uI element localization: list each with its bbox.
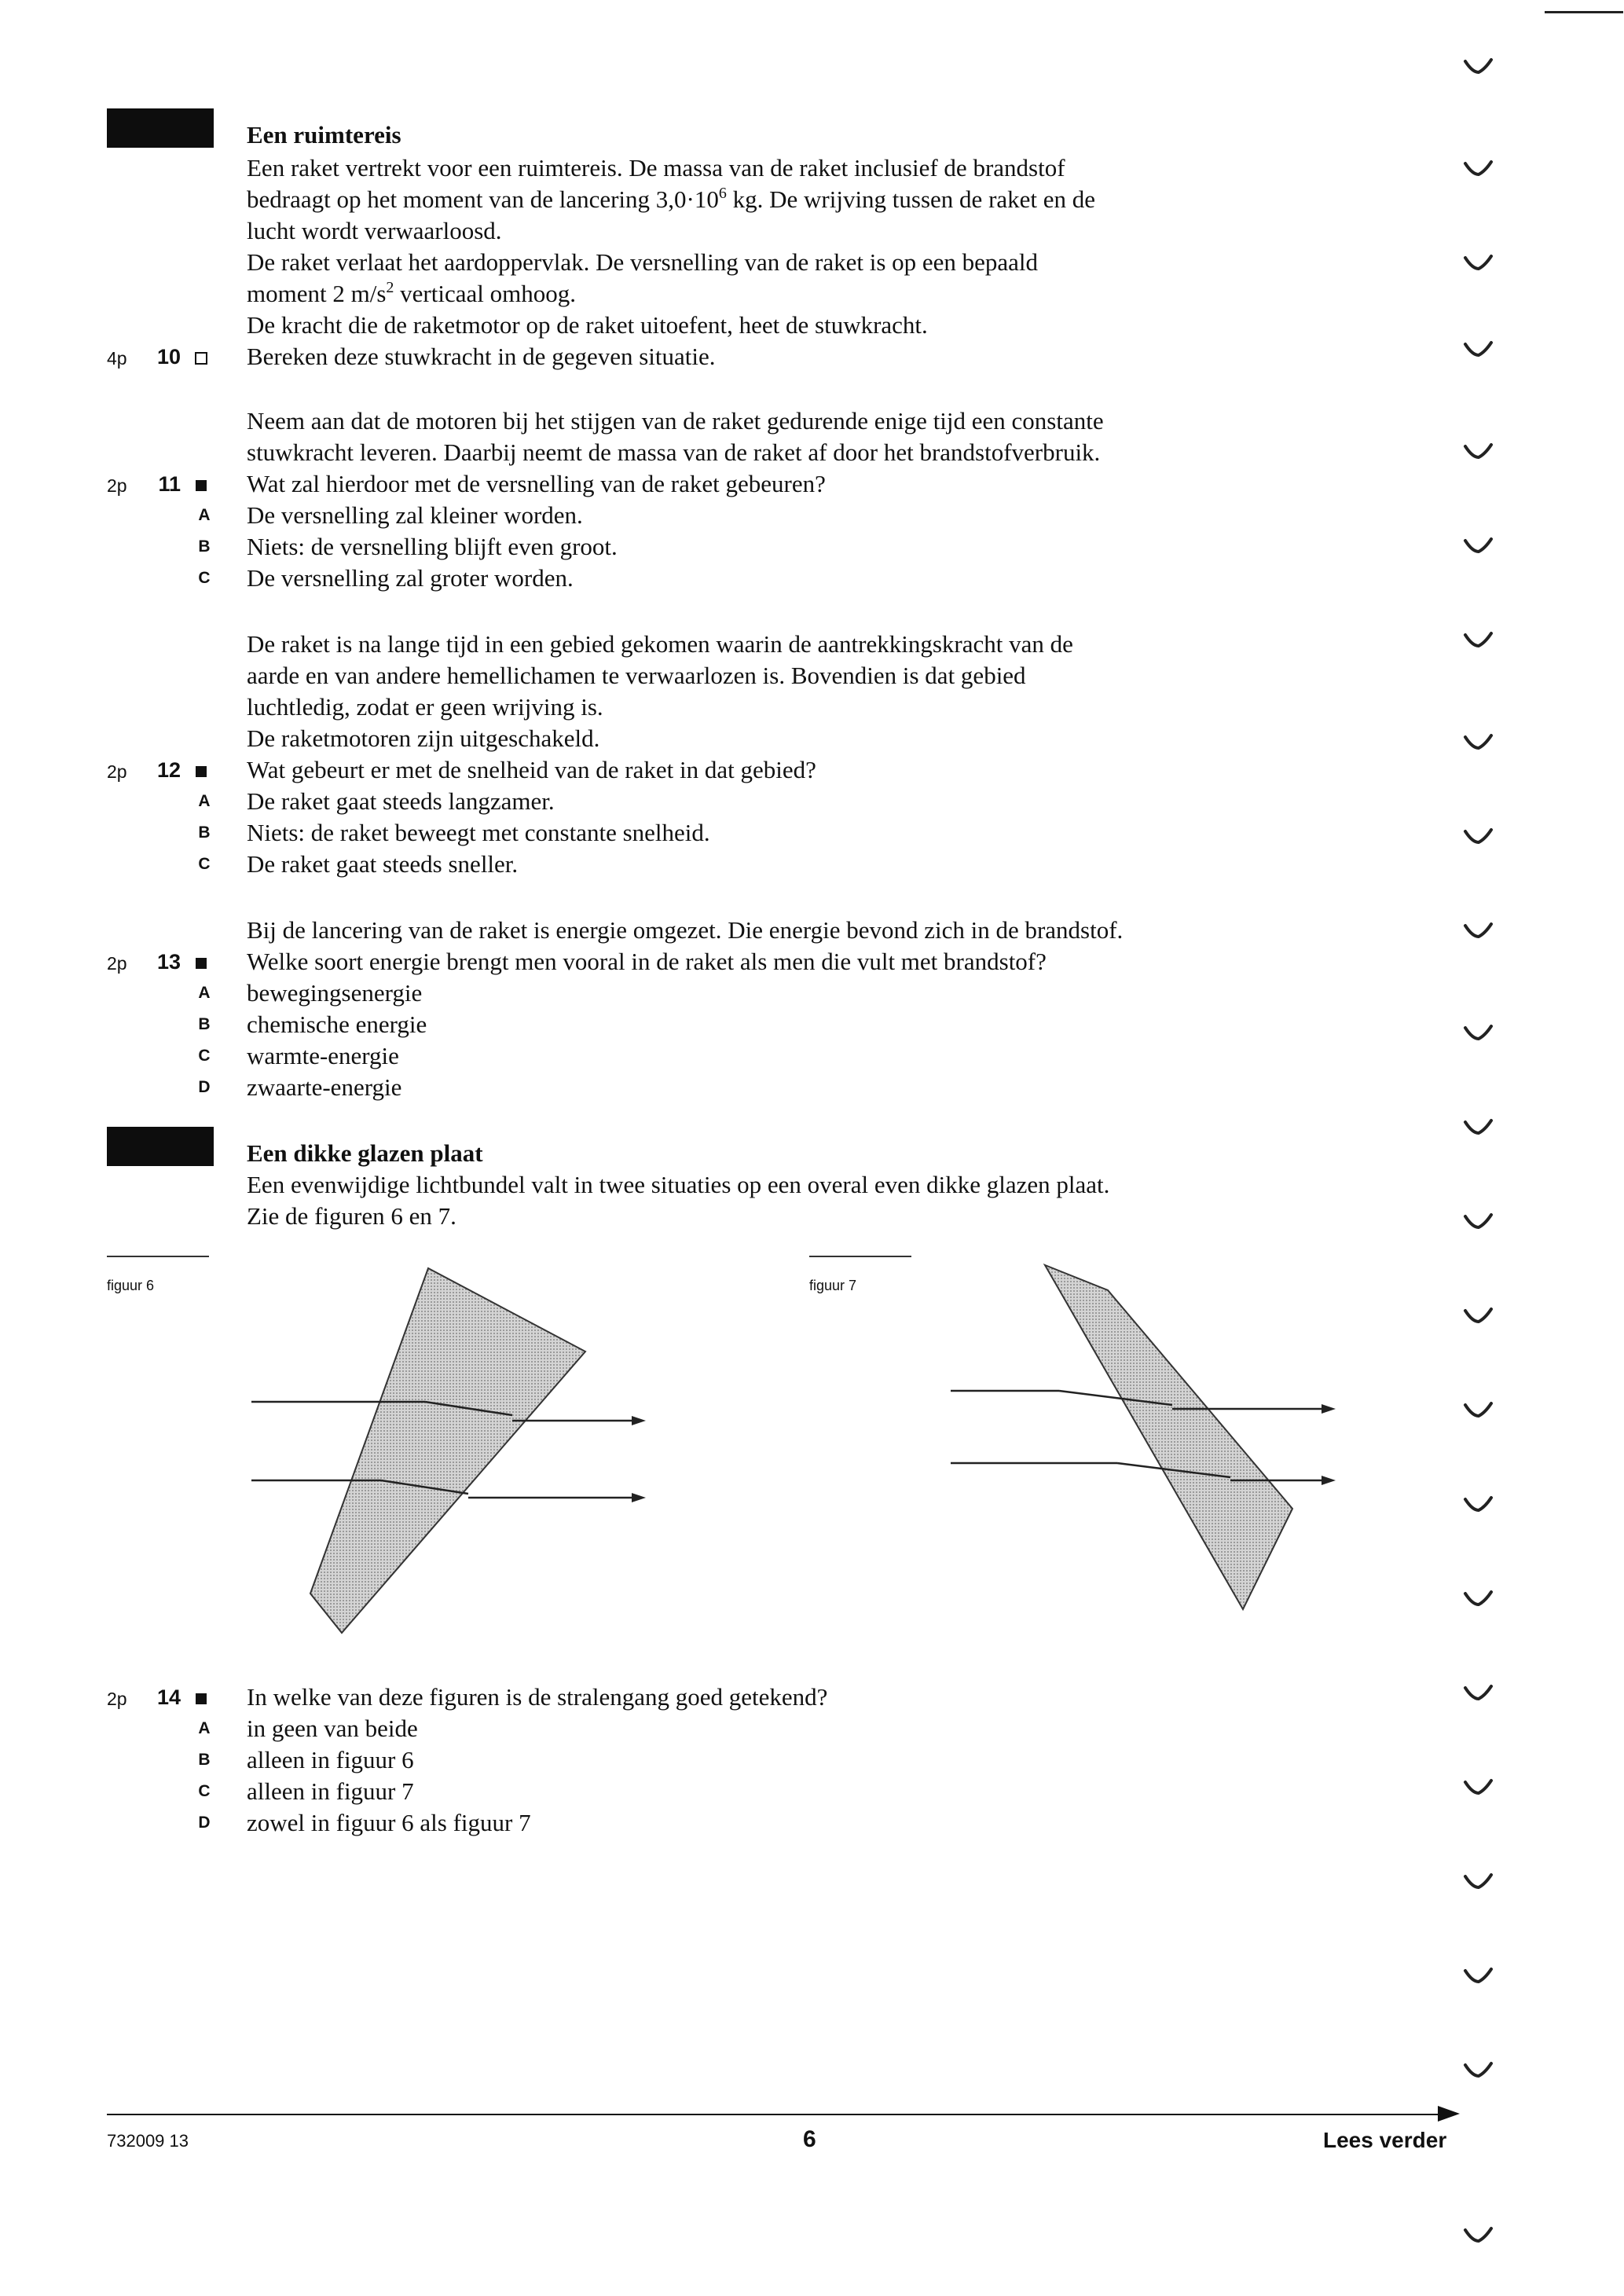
option-text: alleen in figuur 6 [247, 1746, 414, 1773]
check-mark-icon [1463, 1964, 1494, 1988]
section-title-glazen-plaat: Een dikke glazen plaat [247, 1139, 483, 1167]
text-span: moment 2 m/s [247, 280, 387, 307]
check-mark-icon [1463, 251, 1494, 275]
check-mark-icon [1463, 440, 1494, 464]
arrowhead-top [632, 1416, 646, 1425]
exam-code: 732009 13 [107, 2131, 189, 2151]
option-text: warmte-energie [247, 1042, 399, 1069]
paragraph-line-acceleration [247, 278, 576, 310]
question-text: Wat zal hierdoor met de versnelling van de raket gebeuren? [247, 470, 826, 497]
figure-6-diagram [236, 1257, 676, 1634]
check-mark-icon [1463, 1210, 1494, 1234]
check-mark-icon [1463, 1493, 1494, 1517]
section-title-ruimtereis: Een ruimtereis [247, 121, 401, 149]
check-mark-icon [1463, 2224, 1494, 2247]
question-text: Bereken deze stuwkracht in de gegeven situatie. [247, 343, 716, 370]
question-text: In welke van deze figuren is de stralengang goed getekend? [247, 1683, 828, 1711]
context-line: De raketmotoren zijn uitgeschakeld. [247, 724, 600, 752]
check-mark-icon [1463, 1399, 1494, 1422]
paragraph-line: lucht wordt verwaarloosd. [247, 217, 502, 244]
open-question-marker [195, 352, 207, 365]
check-mark-icon [1463, 2059, 1494, 2082]
paragraph-line: De raket verlaat het aardoppervlak. De versnelling van de raket is op een bepaald [247, 248, 1039, 276]
multiple-choice-marker [196, 1693, 207, 1704]
option-text: De versnelling zal kleiner worden. [247, 501, 583, 529]
arrowhead-bottom [1322, 1476, 1336, 1485]
option-letter: B [198, 537, 211, 556]
option-text: De raket gaat steeds sneller. [247, 850, 519, 878]
text-span: kg. De wrijving tussen de raket en de [726, 185, 1096, 213]
margin-edge-line [1545, 11, 1623, 13]
check-mark-icon [1463, 338, 1494, 361]
option-letter: A [198, 1719, 211, 1737]
figure-7-label: figuur 7 [809, 1278, 857, 1293]
check-mark-icon [1463, 1587, 1494, 1611]
option-letter: C [198, 569, 211, 587]
option-letter: D [198, 1814, 211, 1832]
option-letter: B [198, 823, 211, 842]
check-mark-icon [1463, 1776, 1494, 1799]
option-letter: A [198, 984, 211, 1002]
option-letter: C [198, 855, 211, 873]
question-points: 2p [107, 761, 127, 782]
option-letter: A [198, 506, 211, 524]
lees-verder-label: Lees verder [1323, 2128, 1447, 2152]
option-text: Niets: de versnelling blijft even groot. [247, 533, 618, 560]
figure-6-label: figuur 6 [107, 1278, 155, 1293]
check-mark-icon [1463, 629, 1494, 652]
context-line: Neem aan dat de motoren bij het stijgen van de raket gedurende enige tijd een constante [247, 407, 1104, 435]
question-text: Wat gebeurt er met de snelheid van de raket in dat gebied? [247, 756, 816, 783]
question-number: 12 [156, 758, 181, 782]
multiple-choice-marker [196, 958, 207, 969]
option-letter: C [198, 1047, 211, 1065]
question-number: 10 [156, 345, 181, 369]
check-mark-icon [1463, 55, 1494, 79]
option-text: De raket gaat steeds langzamer. [247, 787, 555, 815]
question-points: 4p [107, 348, 127, 369]
option-text: De versnelling zal groter worden. [247, 564, 574, 592]
arrowhead-bottom [632, 1493, 646, 1502]
paragraph-line: Een raket vertrekt voor een ruimtereis. De massa van de raket inclusief de brandstof [247, 154, 1065, 182]
option-letter: B [198, 1751, 211, 1769]
text-span: bedraagt op het moment van de lancering 3,0·10 [247, 185, 719, 213]
text-span: verticaal omhoog. [394, 280, 576, 307]
option-text: zowel in figuur 6 als figuur 7 [247, 1809, 531, 1836]
paragraph-line-mass [247, 184, 1095, 215]
option-text: alleen in figuur 7 [247, 1777, 414, 1805]
figure-rule [107, 1256, 209, 1257]
check-mark-icon [1463, 1116, 1494, 1139]
figure-7-diagram [935, 1249, 1359, 1611]
check-mark-icon [1463, 731, 1494, 754]
check-mark-icon [1463, 157, 1494, 181]
question-points: 2p [107, 1689, 127, 1709]
multiple-choice-marker [196, 480, 207, 491]
option-letter: C [198, 1782, 211, 1800]
paragraph-line: De kracht die de raketmotor op de raket uitoefent, heet de stuwkracht. [247, 311, 928, 339]
page-number: 6 [803, 2126, 816, 2152]
context-line: luchtledig, zodat er geen wrijving is. [247, 693, 603, 721]
question-points: 2p [107, 475, 127, 496]
check-mark-icon [1463, 919, 1494, 943]
context-line: stuwkracht leveren. Daarbij neemt de massa van de raket af door het brandstofverbruik. [247, 438, 1101, 466]
check-mark-icon [1463, 534, 1494, 558]
question-number: 13 [156, 950, 181, 974]
context-line: Bij de lancering van de raket is energie omgezet. Die energie bevond zich in de brandstof. [247, 916, 1124, 944]
check-mark-icon [1463, 1682, 1494, 1705]
option-letter: B [198, 1015, 211, 1033]
context-line: aarde en van andere hemellichamen te verwaarlozen is. Bovendien is dat gebied [247, 662, 1026, 689]
option-text: bewegingsenergie [247, 979, 423, 1007]
glass-plate [1045, 1265, 1292, 1609]
footer-arrow-icon [1436, 2104, 1460, 2123]
arrowhead-top [1322, 1404, 1336, 1414]
check-mark-icon [1463, 1304, 1494, 1328]
check-mark-icon [1463, 825, 1494, 849]
figure-rule [809, 1256, 911, 1257]
footer-rule [107, 2114, 1450, 2115]
superscript: 2 [386, 279, 394, 296]
context-line: De raket is na lange tijd in een gebied gekomen waarin de aantrekkingskracht van de [247, 630, 1073, 658]
question-number: 11 [158, 472, 181, 496]
paragraph-line: Een evenwijdige lichtbundel valt in twee situaties op een overal even dikke glazen plaat. [247, 1171, 1110, 1198]
option-text: zwaarte-energie [247, 1073, 402, 1101]
check-mark-icon [1463, 1870, 1494, 1894]
section-marker-block [107, 1127, 214, 1166]
check-mark-icon [1463, 1021, 1494, 1045]
paragraph-line: Zie de figuren 6 en 7. [247, 1202, 456, 1230]
option-letter: A [198, 792, 211, 810]
multiple-choice-marker [196, 766, 207, 777]
option-text: in geen van beide [247, 1715, 418, 1742]
option-text: Niets: de raket beweegt met constante snelheid. [247, 819, 710, 846]
question-points: 2p [107, 953, 127, 974]
glass-plate [310, 1268, 585, 1633]
option-text: chemische energie [247, 1010, 427, 1038]
question-text: Welke soort energie brengt men vooral in de raket als men die vult met brandstof? [247, 948, 1047, 975]
question-number: 14 [156, 1685, 181, 1709]
option-letter: D [198, 1078, 211, 1096]
section-marker-block [107, 108, 214, 148]
superscript: 6 [718, 185, 727, 202]
